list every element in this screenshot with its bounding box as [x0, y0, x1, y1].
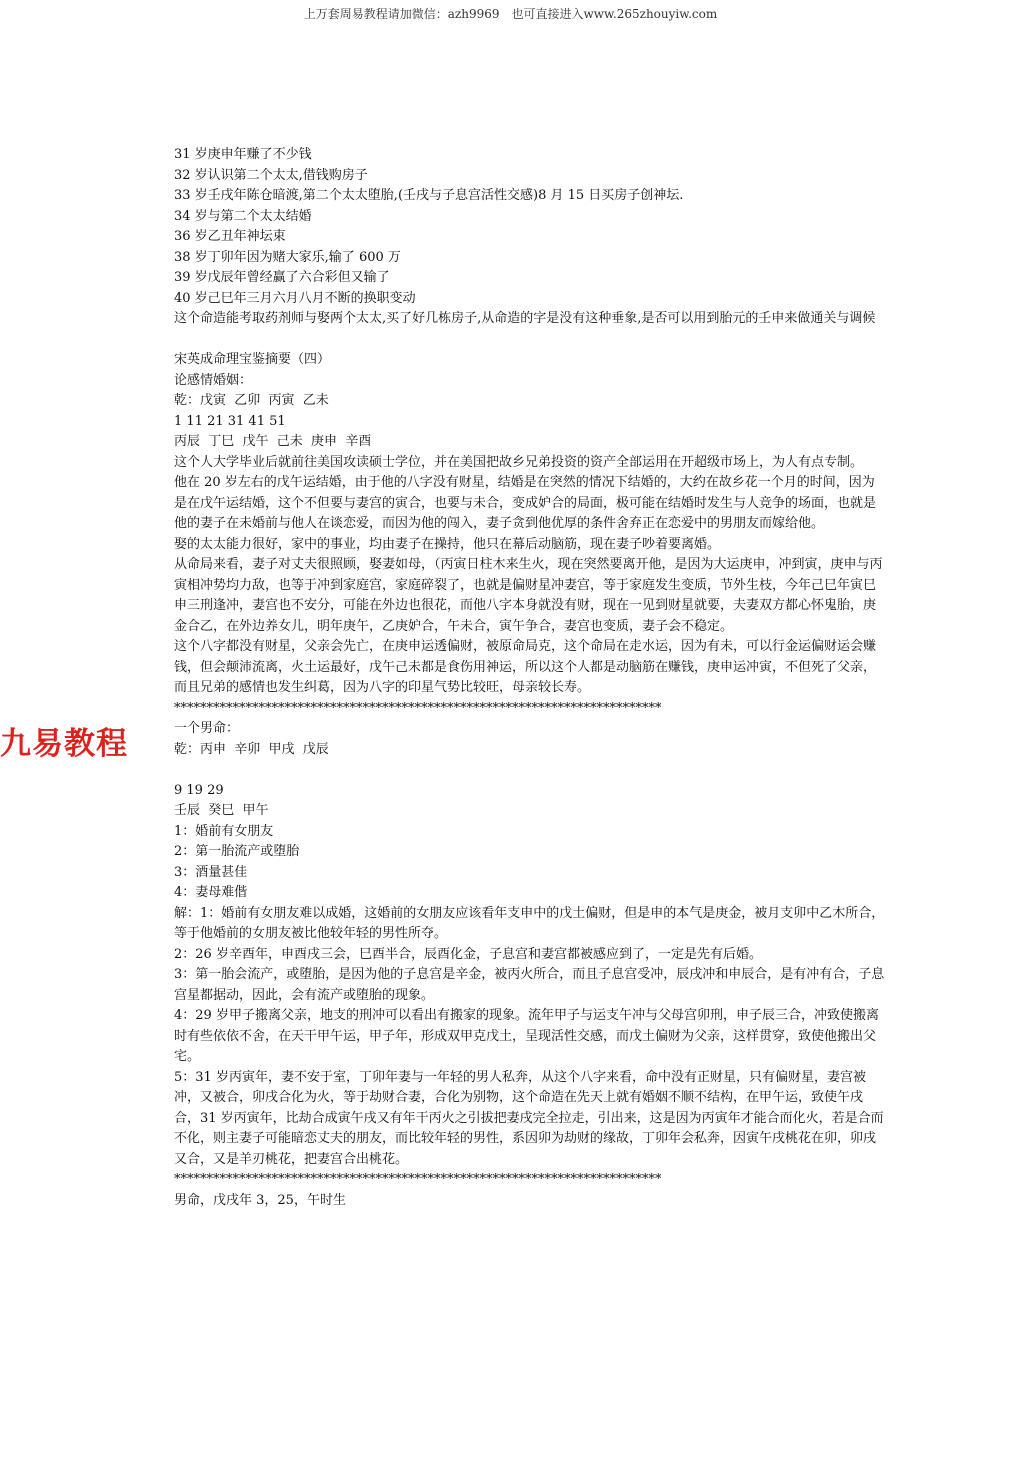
watermark-logo: 九易教程: [0, 726, 128, 762]
text-line: 2：第一胎流产或堕胎: [174, 844, 300, 859]
text-paragraph: 4：29 岁甲子搬离父亲，地支的刑冲可以看出有搬家的现象。流年甲子与运支午冲与父母宫卯刑，申子辰三合，冲致使搬离时有些依依不舍，在天干甲午运，甲子年，形成双甲克戊土，呈现活性交感，而戊土偏财为父亲，这样贯穿，致使他搬出父宅。: [174, 1008, 879, 1064]
text-line: 34 岁与第二个太太结婚: [174, 208, 312, 224]
text-paragraph: 这个人大学毕业后就前往美国攻读硕士学位，并在美国把故乡兄弟投资的资产全部运用在开超级市场上，为人有点专制。: [174, 454, 864, 470]
text-line: 36 岁乙丑年神坛束: [174, 229, 286, 244]
page-header: 上万套周易教程请加微信：azh9969 也可直接进入www.265zhouyiw.com: [303, 7, 718, 21]
text-line: 40 岁己巳年三月六月八月不断的换职变动: [174, 290, 416, 306]
text-line: 乾：丙申 辛卯 甲戌 戊辰: [174, 741, 329, 757]
section-next-chart: [174, 1191, 886, 1212]
section-title: 宋英成命理宝鉴摘要（四）: [174, 352, 331, 367]
text-line: 39 岁戊辰年曾经赢了六合彩但又输了: [174, 270, 390, 285]
text-paragraph: 解：1：婚前有女朋友难以成婚，这婚前的女朋友应该看年支申中的戊土偏财，但是申的本气是庚金，被月支卯中乙木所合，等于他婚前的女朋友被比他较年轻的男性所夺。: [174, 905, 885, 941]
section-marriage: [174, 350, 886, 699]
text-line: 4：妻母难偕: [174, 885, 248, 900]
blank-line: [174, 330, 886, 351]
text-line: 9 19 29: [174, 782, 224, 798]
text-paragraph: 这个八字都没有财星，父亲会先亡，在庚申运透偏财，被原命局克，这个命局在走水运，因为有未，可以行金运偏财运会赚钱，但会颠沛流离，火土运最好，戊午己未都是食伤用神运，所以这个人都是动脑筋在赚钱，庚申运冲寅，不但死了父亲，而且兄弟的感情也发生纠葛，因为八字的印星气势比较旺，母亲较长寿。: [174, 639, 877, 695]
text-line: 乾：戊寅 乙卯 丙寅 乙未: [174, 393, 329, 408]
text-line: 论感情婚姻：: [174, 372, 253, 388]
text-paragraph: 2：26 岁辛酉年，申酉戌三会，巳酉半合，辰酉化金，子息宫和妻宫都被感应到了，一定是先有后婚。: [174, 946, 762, 962]
text-line: 1：婚前有女朋友: [174, 823, 274, 839]
text-paragraph: 他在 20 岁左右的戊午运结婚，由于他的八字没有财星，结婚是在突然的情况下结婚的，大约在故乡花一个月的时间，因为是在戊午运结婚，这个不但要与妻宫的寅合，也要与未合，变成妒合的局面，极可能在结婚时发生与人竞争的场面，也就是他的妻子在未婚前与他人在谈恋爱，而因为他的闯入，妻子贪到他优厚的条件舍弃正在恋爱中的男朋友而嫁给他。: [174, 475, 877, 531]
separator-line: ***************************************************************************: [174, 700, 662, 716]
text-paragraph: 从命局来看，妻子对丈夫很照顾，娶妻如母，（丙寅日柱木来生火，现在突然要离开他，是因为大运庚申，冲到寅，庚申与丙寅相冲势均力敌，也等于冲到家庭宫，家庭碎裂了，也就是偏财星冲妻宫，等于家庭发生变质，节外生枝，今年己巳年寅巳申三刑逢冲，妻宫也不安分，可能在外边也很花，而他八字本身就没有财，现在一见到财星就要，夫妻双方都心怀鬼胎，庚金合乙，在外边养女儿，明年庚午，乙庚妒合，午未合，寅午争合，妻宫也变质，妻子会不稳定。: [174, 557, 883, 634]
document-body: [174, 145, 886, 1211]
text-paragraph: 5：31 岁丙寅年，妻不安于室，丁卯年妻与一年轻的男人私奔，从这个八字来看，命中没有正财星，只有偏财星，妻宫被冲，又被合，卯戌合化为火，等于劫财合妻，合化为别物，这个命造在先天上就有婚姻不顺不结构，在甲午运，致使午戌合，31 岁丙寅年，比劫合成寅午戌又有年干丙火之引拔把妻戌完全拉走，引出来，这是因为丙寅年才能合而化火，若是合而不化，则主妻子可能暗恋丈夫的朋友，而比较年轻的男性，系因卯为劫财的缘故，丁卯年会私奔，因寅午戌桃花在卯，卯戌又合，又是羊刃桃花，把妻宫合出桃花。: [174, 1069, 884, 1167]
blank-line: [174, 760, 886, 781]
text-line: 丙辰 丁巳 戊午 己未 庚申 辛酉: [174, 434, 372, 449]
text-line: 男命，戊戌年 3，25，午时生: [174, 1192, 346, 1208]
text-paragraph: 3：第一胎会流产，或堕胎，是因为他的子息宫是辛金，被丙火所合，而且子息宫受冲，辰戌冲和申辰合，是有冲有合，子息宫星都据动，因此，会有流产或堕胎的现象。: [174, 967, 885, 1003]
text-line: 31 岁庚申年赚了不少钱: [174, 147, 312, 162]
separator-line: ***************************************************************************: [174, 1172, 662, 1187]
text-line: 壬辰 癸巳 甲午: [174, 803, 269, 818]
section-analysis: [174, 781, 886, 1171]
text-line: 3：酒量甚佳: [174, 864, 248, 880]
text-line: 32 岁认识第二个太太,借钱购房子: [174, 167, 368, 183]
section-life-events: [174, 145, 886, 330]
section-male-chart: [174, 719, 886, 760]
text-line: 38 岁丁卯年因为赌大家乐,输了 600 万: [174, 249, 401, 265]
text-paragraph: 这个命造能考取药剂师与娶两个太太,买了好几栋房子,从命造的字是没有这种垂象,是否可以用到胎元的壬申来做通关与调候: [174, 311, 876, 326]
text-line: 1 11 21 31 41 51: [174, 413, 286, 429]
text-line: 一个男命：: [174, 721, 240, 736]
text-paragraph: 娶的太太能力很好，家中的事业，均由妻子在操持，他只在幕后动脑筋，现在妻子吵着要离婚。: [174, 536, 721, 552]
text-line: 33 岁壬戌年陈仓暗渡,第二个太太堕胎,(壬戌与子息宫活性交感)8 月 15 日买房子创神坛.: [174, 188, 684, 203]
